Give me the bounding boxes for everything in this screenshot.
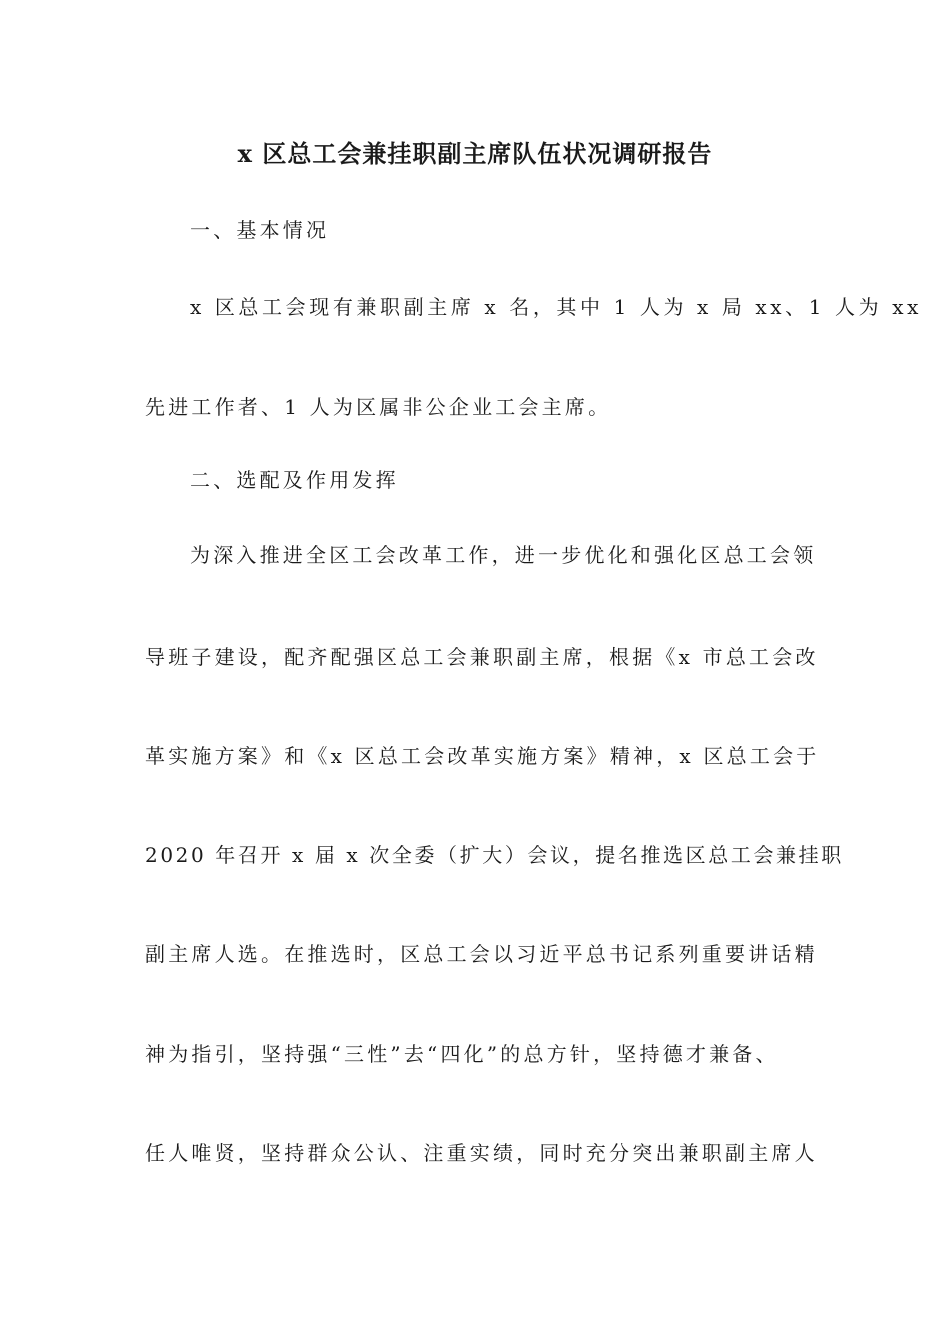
section-heading-1: 一、基本情况 — [190, 218, 330, 242]
paragraph-line: 2020 年召开 x 届 x 次全委（扩大）会议，提名推选区总工会兼挂职 — [145, 843, 844, 867]
paragraph-line: 导班子建设，配齐配强区总工会兼职副主席，根据《x 市总工会改 — [145, 645, 819, 669]
section-heading-2: 二、选配及作用发挥 — [190, 468, 399, 492]
paragraph-line: 神为指引，坚持强“三性”去“四化”的总方针，坚持德才兼备、 — [145, 1042, 779, 1066]
paragraph-line: x 区总工会现有兼职副主席 x 名，其中 1 人为 x 局 xx、1 人为 xx — [190, 295, 922, 319]
paragraph-line: 为深入推进全区工会改革工作，进一步优化和强化区总工会领 — [190, 543, 817, 567]
paragraph-line: 任人唯贤，坚持群众公认、注重实绩，同时充分突出兼职副主席人 — [145, 1141, 818, 1165]
document-title: x 区总工会兼挂职副主席队伍状况调研报告 — [237, 139, 713, 168]
paragraph-line: 革实施方案》和《x 区总工会改革实施方案》精神，x 区总工会于 — [145, 744, 820, 768]
paragraph-line: 副主席人选。在推选时，区总工会以习近平总书记系列重要讲话精 — [145, 942, 818, 966]
paragraph-line: 先进工作者、1 人为区属非公企业工会主席。 — [145, 395, 612, 419]
